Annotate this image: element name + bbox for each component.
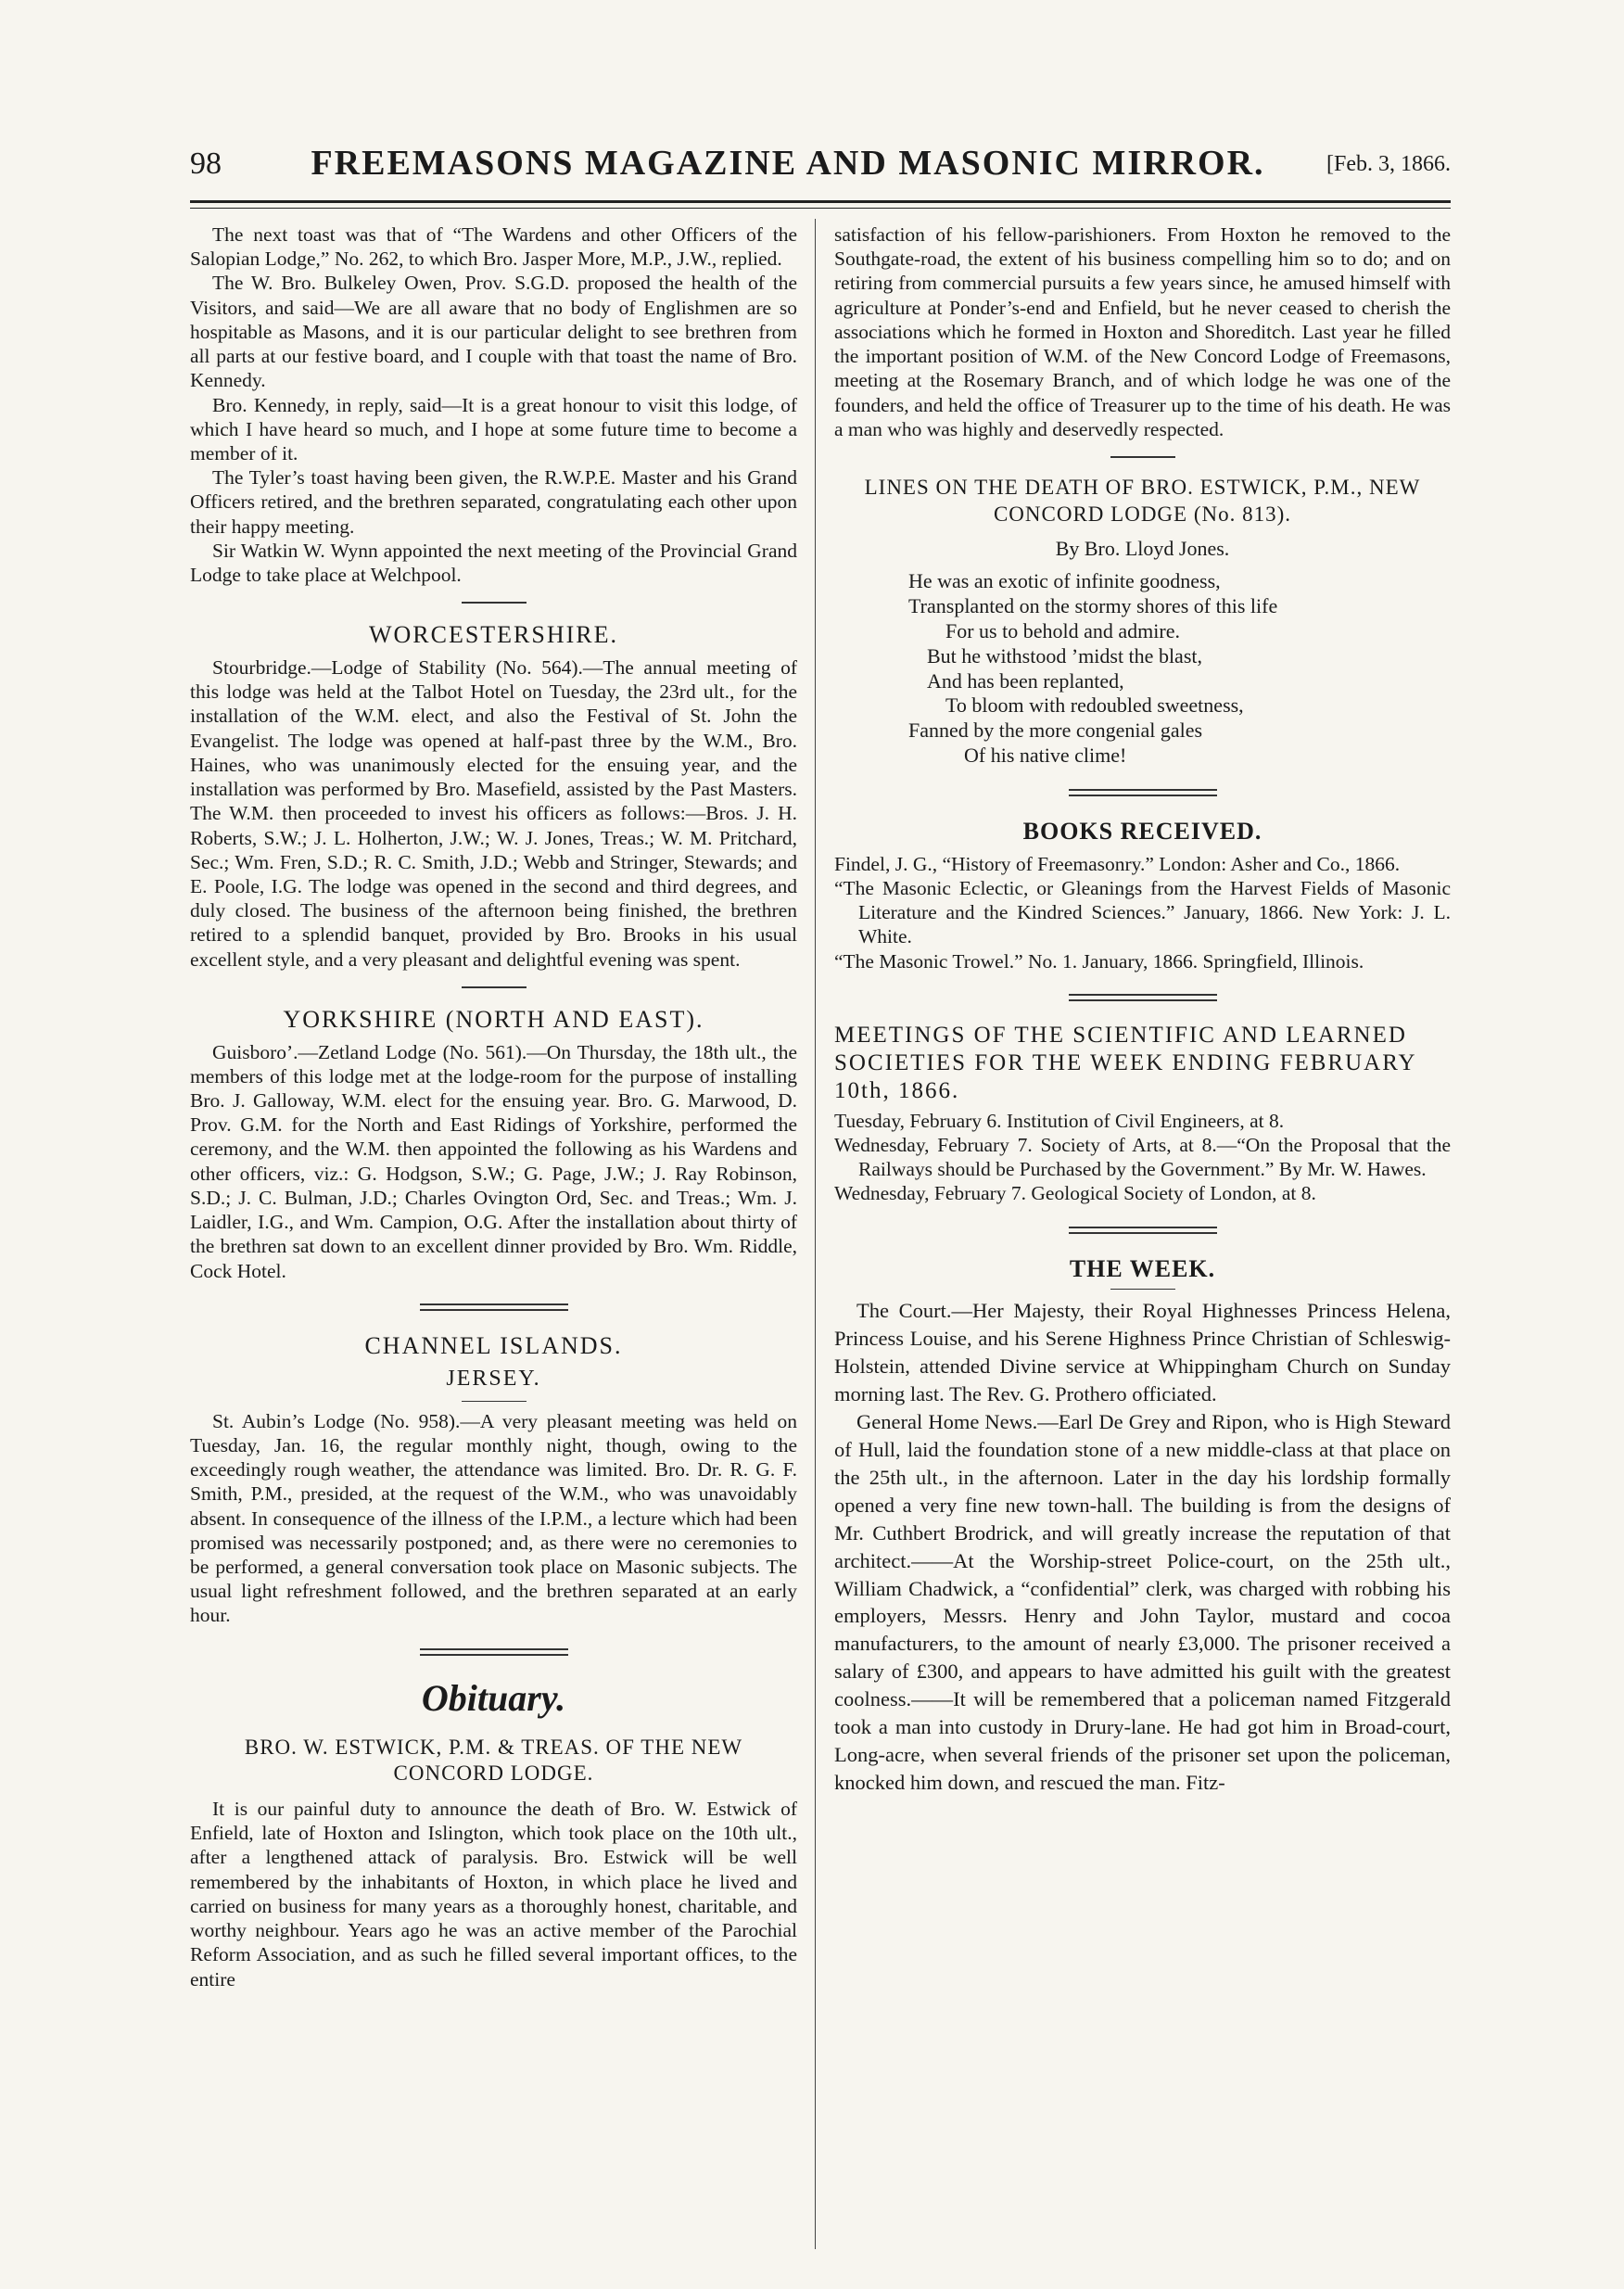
section-rule xyxy=(462,602,527,604)
jersey-subheading: JERSEY. xyxy=(446,1367,541,1392)
poem-byline: By Bro. Lloyd Jones. xyxy=(1055,537,1230,561)
meeting-entry: Wednesday, February 7. Geological Society of London, at 8. xyxy=(834,1182,1316,1205)
meeting-entry: Tuesday, February 6. Institution of Civil Engineers, at 8. xyxy=(834,1109,1285,1132)
meetings-heading: MEETINGS OF THE SCIENTIFIC AND LEARNED SOCIETIES FOR THE WEEK ENDING FEBRUARY 10th, 1866. xyxy=(834,1022,1416,1103)
poem xyxy=(908,569,1451,769)
header-rule-thin xyxy=(190,208,1451,209)
poem-line: He was an exotic of infinite goodness, xyxy=(908,569,1221,593)
masthead-title: FREEMASONS MAGAZINE AND MASONIC MIRROR. xyxy=(311,144,1265,183)
subheading-rule xyxy=(1110,1289,1175,1290)
worcestershire-report: Stourbridge.—Lodge of Stability (No. 564).—The annual meeting of this lodge was held at the Talbot Hotel on Tuesday, the 23rd ult., for the installation of the W.M. elect, and also the Festival of St. John the Evangelist. The lodge was opened at half-past three by the W.M., Bro. Haines, who was unanimously elected for the ensuing year, and the installation was performed by Bro. Masefield, assisted by the Past Masters. The W.M. then proceeded to invest his officers as follows:—Bros. J. H. Roberts, S.W.; J. L. Holherton, J.W.; W. J. Jones, Treas.; W. M. Pritchard, Sec.; Wm. Fren, S.D.; R. C. Smith, J.D.; Webb and Stringer, Stewards; and E. Poole, I.G. The lodge was opened in the second and third degrees, and duly closed. The business of the afternoon being finished, the brethren retired to a splendid banquet, provided by Bro. Brooks in his usual excellent style, and a very pleasant and delightful evening was spent. xyxy=(190,656,797,971)
obituary-subheading: BRO. W. ESTWICK, P.M. & TREAS. OF THE NEW CONCORD LODGE. xyxy=(244,1735,743,1786)
yorkshire-report: Guisboro’.—Zetland Lodge (No. 561).—On Thursday, the 18th ult., the members of this lodge met at the lodge-room for the purpose of installing Bro. J. Galloway, W.M. elect for the ensuing year. Bro. G. Marwood, D. Prov. G.M. for the North and East Ridings of Yorkshire, performed the ceremony, and the W.M. then appointed the following as his Wardens and other officers, viz.: G. Hodgson, S.W.; G. Page, J.W.; J. Ray Robinson, S.D.; J. C. Bulman, J.D.; Charles Ovington Ord, Sec. and Treas.; Wm. J. Laidler, I.G., and Wm. Campion, O.G. After the installation about thirty of the brethren sat down to an excellent dinner provided by Bro. Wm. Riddle, Cock Hotel. xyxy=(190,1040,797,1282)
salopian-para: The next toast was that of “The Wardens and other Officers of the Salopian Lodge,” No. 262, to which Bro. Jasper More, M.P., J.W., replied. xyxy=(190,223,797,271)
salopian-para: Sir Watkin W. Wynn appointed the next meeting of the Provincial Grand Lodge to take place at Welchpool. xyxy=(190,539,797,587)
issue-date: [Feb. 3, 1866. xyxy=(1326,152,1451,176)
poem-line: And has been replanted, xyxy=(927,668,1124,693)
poem-line: Of his native clime! xyxy=(964,744,1127,768)
section-rule xyxy=(462,986,527,988)
salopian-para: Bro. Kennedy, in reply, said—It is a great honour to visit this lodge, of which I have heard so much, and I hope at some future time to become a member of it. xyxy=(190,393,797,464)
poem-line: Fanned by the more congenial gales xyxy=(908,718,1203,743)
meeting-entry: Wednesday, February 7. Society of Arts, at 8.—“On the Proposal that the Railways should be Purchased by the Government.” By Mr. W. Hawes. xyxy=(834,1133,1451,1181)
salopian-para: The Tyler’s toast having been given, the R.W.P.E. Master and his Grand Officers retired, and the brethren separated, congratulating each other upon their happy meeting. xyxy=(190,466,797,538)
header-rule xyxy=(190,200,1451,203)
court-news: The Court.—Her Majesty, their Royal Highnesses Princess Helena, Princess Louise, and his Serene Highness Prince Christian of Schleswig-Holstein, attended Divine service at Whippingham Church on Sunday morning last. The Rev. G. Prothero officiated. xyxy=(834,1299,1451,1406)
section-double-rule xyxy=(420,1648,568,1656)
obituary-heading: Obituary. xyxy=(421,1676,566,1719)
page-header xyxy=(190,139,1451,195)
obituary-continuation: satisfaction of his fellow-parishioners. From Hoxton he removed to the Southgate-road, the extent of his business compelling him so to do; and on retiring from commercial pursuits a few years since, he amused himself with agriculture at Ponder’s-end and Enfield, but he never ceased to cherish the associations which he formed in Hoxton and Shoreditch. Last year he filled the important position of W.M. of the New Concord Lodge of Freemasons, meeting at the Rosemary Branch, and of which lodge he was one of the founders, and held the office of Treasurer up to the time of his death. He was a man who was highly and deservedly respected. xyxy=(834,223,1451,440)
poem-line: Transplanted on the stormy shores of this life xyxy=(908,594,1278,618)
subheading-rule xyxy=(462,1401,527,1402)
left-column xyxy=(190,223,797,1991)
book-entry: Findel, J. G., “History of Freemasonry.” London: Asher and Co., 1866. xyxy=(834,852,1401,875)
jersey-report: St. Aubin’s Lodge (No. 958).—A very pleasant meeting was held on Tuesday, Jan. 16, the regular monthly night, though, owing to the exceedingly rough weather, the attendance was limited. Bro. Dr. R. G. F. Smith, P.M., presided, at the request of the W.M., who was unavoidably absent. In consequence of the illness of the I.P.M., a lecture which had been promised was necessarily postponed; and, as there were no ceremonies to be performed, a general conversation took place on Masonic subjects. The usual light refreshment followed, and the brethren separated at an early hour. xyxy=(190,1409,797,1627)
section-double-rule xyxy=(1069,994,1217,1001)
page-number: 98 xyxy=(190,146,222,181)
right-column xyxy=(834,223,1451,1797)
section-double-rule xyxy=(1069,789,1217,796)
column-divider xyxy=(815,219,816,2249)
poem-line: But he withstood ’midst the blast, xyxy=(927,643,1202,668)
home-news: General Home News.—Earl De Grey and Ripon, who is High Steward of Hull, laid the foundation stone of a new middle-class at that place on the 25th ult., in the afternoon. Later in the day his lordship formally opened a very fine new town-hall. The building is from the designs of Mr. Cuthbert Brodrick, and will greatly increase the reputation of that architect.——At the Worship-street Police-court, on the 25th ult., William Chadwick, a “confidential” clerk, was charged with robbing his employers, Messrs. Henry and John Taylor, mustard and cocoa manufacturers, to the amount of nearly £3,000. The prisoner received a salary of £300, and appears to have admitted his guilt with the greatest coolness.——It will be remembered that a policeman named Fitzgerald took a man into custody in Drury-lane. He had got him in Broad-court, Long-acre, when several friends of the prisoner set upon the policeman, knocked him down, and rescued the man. Fitz- xyxy=(834,1410,1451,1794)
the-week-body xyxy=(834,1297,1451,1797)
section-double-rule xyxy=(1069,1227,1217,1234)
the-week-heading: THE WEEK. xyxy=(1069,1254,1216,1282)
section-rule xyxy=(1110,456,1175,458)
salopian-para: The W. Bro. Bulkeley Owen, Prov. S.G.D. proposed the health of the Visitors, and said—We are all aware that no body of Englishmen are so hospitable as Masons, and it is our particular delight to see brethren from all parts at our festive board, and I couple with that toast the name of Bro. Kennedy. xyxy=(190,272,797,392)
worcestershire-heading: WORCESTERSHIRE. xyxy=(368,621,619,649)
poem-line: To bloom with redoubled sweetness, xyxy=(945,693,1244,718)
poem-line: For us to behold and admire. xyxy=(945,618,1180,642)
poem-title: LINES ON THE DEATH OF BRO. ESTWICK, P.M., NEW CONCORD LODGE (No. 813). xyxy=(864,475,1421,526)
books-received-heading: BOOKS RECEIVED. xyxy=(1022,817,1262,845)
channel-islands-heading: CHANNEL ISLANDS. xyxy=(364,1331,623,1359)
book-entry: “The Masonic Eclectic, or Gleanings from the Harvest Fields of Masonic Literature and the Kindred Sciences.” January, 1866. New York: J. L. White. xyxy=(834,876,1451,948)
section-double-rule xyxy=(420,1303,568,1311)
obituary-text: It is our painful duty to announce the death of Bro. W. Estwick of Enfield, late of Hoxton and Islington, which took place on the 10th ult., after a lengthened attack of paralysis. Bro. Estwick will be well remembered by the inhabitants of Hoxton, in which place he lived and carried on business for many years as a thoroughly honest, charitable, and worthy neighbour. Years ago he was an active member of the Parochial Reform Association, and as such he filled several important offices, to the entire xyxy=(190,1798,797,1990)
book-entry: “The Masonic Trowel.” No. 1. January, 1866. Springfield, Illinois. xyxy=(834,949,1364,973)
yorkshire-heading: YORKSHIRE (NORTH AND EAST). xyxy=(283,1005,704,1033)
